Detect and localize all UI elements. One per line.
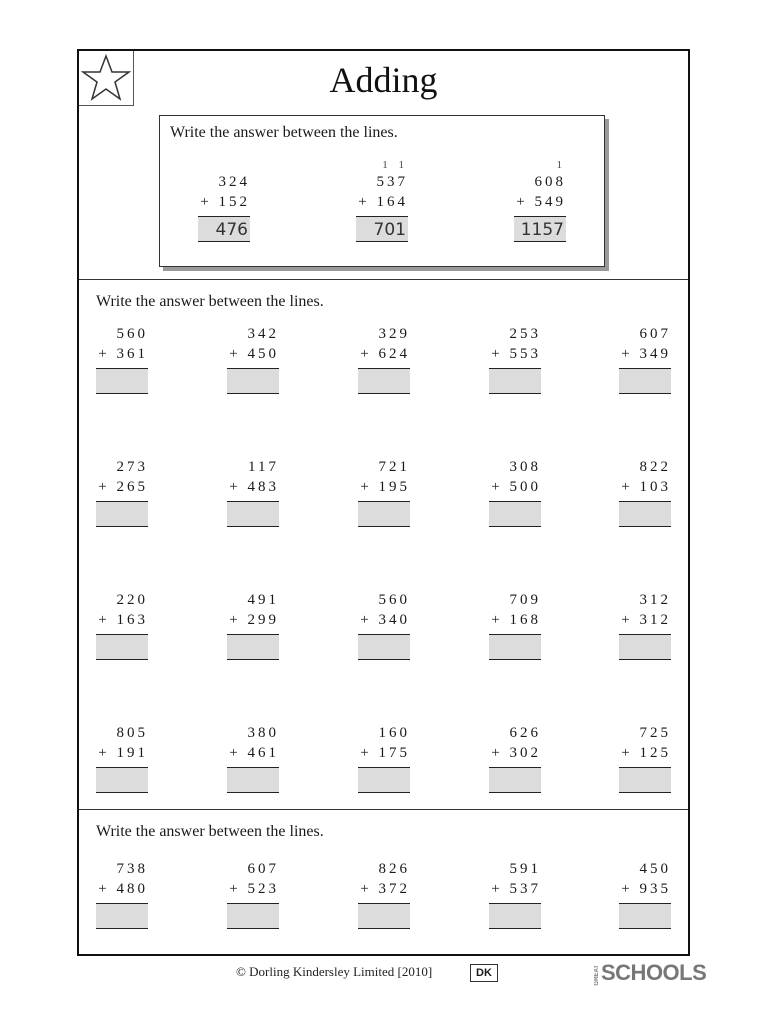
example-problem xyxy=(514,158,566,242)
addition-problem xyxy=(96,324,148,394)
answer-field[interactable] xyxy=(227,368,279,394)
addend-bottom: + 483 xyxy=(229,479,279,495)
addition-problem xyxy=(358,723,410,793)
worked-example-box xyxy=(159,115,605,267)
carry-digits: 1 xyxy=(556,159,566,171)
addition-problem xyxy=(489,859,541,929)
addition-problem xyxy=(96,457,148,527)
addend-bottom: + 450 xyxy=(229,346,279,362)
addend-top: 560 xyxy=(116,326,148,342)
addend-top: 805 xyxy=(116,725,148,741)
addition-problem xyxy=(358,457,410,527)
addend-top: 826 xyxy=(378,861,410,877)
greatschools-logo xyxy=(594,960,706,986)
answer-field[interactable] xyxy=(619,767,671,793)
answer-field[interactable] xyxy=(489,767,541,793)
addend-bottom: + 168 xyxy=(491,612,541,628)
addition-problem xyxy=(227,324,279,394)
addend-top: 450 xyxy=(639,861,671,877)
addend-bottom: + 265 xyxy=(98,479,148,495)
addend-top: 591 xyxy=(509,861,541,877)
addition-problem xyxy=(96,590,148,660)
addition-problem xyxy=(489,457,541,527)
addition-problem xyxy=(227,590,279,660)
addend-bottom: + 175 xyxy=(360,745,410,761)
addend-bottom: + 523 xyxy=(229,881,279,897)
addend-bottom: + 549 xyxy=(516,194,566,210)
answer-field[interactable]: 1157 xyxy=(514,216,566,242)
answer-field[interactable] xyxy=(96,368,148,394)
addend-top: 721 xyxy=(378,459,410,475)
answer-field[interactable]: 701 xyxy=(356,216,408,242)
addition-problem xyxy=(619,457,671,527)
section2-instruction: Write the answer between the lines. xyxy=(96,823,324,840)
dk-logo: DK xyxy=(470,964,498,982)
addend-bottom: + 164 xyxy=(358,194,408,210)
addend-top: 324 xyxy=(218,174,250,190)
addend-top: 709 xyxy=(509,592,541,608)
addend-bottom: + 461 xyxy=(229,745,279,761)
addend-top: 537 xyxy=(376,174,408,190)
addend-top: 380 xyxy=(247,725,279,741)
section-divider xyxy=(79,809,688,810)
addend-bottom: + 302 xyxy=(491,745,541,761)
section-divider xyxy=(79,279,688,280)
greatschools-schools-text: SCHOOLS xyxy=(601,960,707,985)
addend-top: 491 xyxy=(247,592,279,608)
answer-field[interactable] xyxy=(358,634,410,660)
addend-top: 626 xyxy=(509,725,541,741)
addend-bottom: + 195 xyxy=(360,479,410,495)
addend-bottom: + 361 xyxy=(98,346,148,362)
greatschools-great-text: GREAT xyxy=(594,965,600,986)
carry-digits: 1 1 xyxy=(382,159,408,171)
answer-field[interactable] xyxy=(96,634,148,660)
addition-problem xyxy=(96,723,148,793)
answer-field[interactable] xyxy=(619,501,671,527)
addend-top: 725 xyxy=(639,725,671,741)
addend-top: 608 xyxy=(534,174,566,190)
addend-bottom: + 191 xyxy=(98,745,148,761)
addend-top: 117 xyxy=(248,459,279,475)
addend-bottom: + 163 xyxy=(98,612,148,628)
answer-field[interactable] xyxy=(96,767,148,793)
addition-problem xyxy=(358,324,410,394)
addend-top: 329 xyxy=(378,326,410,342)
addend-top: 342 xyxy=(247,326,279,342)
addend-bottom: + 935 xyxy=(621,881,671,897)
addition-problem xyxy=(489,590,541,660)
addend-top: 822 xyxy=(639,459,671,475)
addend-top: 308 xyxy=(509,459,541,475)
addend-bottom: + 125 xyxy=(621,745,671,761)
addend-bottom: + 480 xyxy=(98,881,148,897)
example-instruction: Write the answer between the lines. xyxy=(170,124,398,141)
addend-bottom: + 340 xyxy=(360,612,410,628)
addend-bottom: + 500 xyxy=(491,479,541,495)
addition-problem xyxy=(96,859,148,929)
answer-field[interactable] xyxy=(227,501,279,527)
answer-field[interactable] xyxy=(227,903,279,929)
addend-bottom: + 372 xyxy=(360,881,410,897)
answer-field[interactable] xyxy=(489,634,541,660)
addition-problem xyxy=(489,723,541,793)
addend-top: 312 xyxy=(639,592,671,608)
addition-problem xyxy=(358,590,410,660)
carry-digits xyxy=(198,158,250,172)
addend-top: 220 xyxy=(116,592,148,608)
addend-top: 738 xyxy=(116,861,148,877)
addition-problem xyxy=(619,324,671,394)
answer-field[interactable]: 476 xyxy=(198,216,250,242)
answer-field[interactable] xyxy=(358,767,410,793)
addend-bottom: + 553 xyxy=(491,346,541,362)
answer-field[interactable] xyxy=(619,903,671,929)
answer-field[interactable] xyxy=(227,767,279,793)
page-title: Adding xyxy=(329,60,438,100)
addition-problem xyxy=(227,457,279,527)
answer-field[interactable] xyxy=(619,634,671,660)
answer-field[interactable] xyxy=(489,903,541,929)
answer-field[interactable] xyxy=(619,368,671,394)
answer-field[interactable] xyxy=(358,368,410,394)
section1-instruction: Write the answer between the lines. xyxy=(96,293,324,310)
answer-field[interactable] xyxy=(227,634,279,660)
answer-field[interactable] xyxy=(489,501,541,527)
addend-top: 560 xyxy=(378,592,410,608)
addend-bottom: + 103 xyxy=(621,479,671,495)
worksheet-frame xyxy=(77,49,690,956)
example-problem xyxy=(356,158,408,242)
addend-top: 273 xyxy=(116,459,148,475)
addend-top: 607 xyxy=(639,326,671,342)
answer-field[interactable] xyxy=(96,903,148,929)
answer-field[interactable] xyxy=(358,903,410,929)
addend-bottom: + 349 xyxy=(621,346,671,362)
answer-field[interactable] xyxy=(96,501,148,527)
addend-top: 253 xyxy=(509,326,541,342)
answer-field[interactable] xyxy=(358,501,410,527)
addition-problem xyxy=(619,723,671,793)
answer-field[interactable] xyxy=(489,368,541,394)
copyright-notice: © Dorling Kindersley Limited [2010] xyxy=(236,964,433,979)
addend-bottom: + 152 xyxy=(200,194,250,210)
addition-problem xyxy=(358,859,410,929)
addend-bottom: + 537 xyxy=(491,881,541,897)
addition-problem xyxy=(489,324,541,394)
addition-problem xyxy=(227,859,279,929)
addend-bottom: + 312 xyxy=(621,612,671,628)
addition-problem xyxy=(619,859,671,929)
example-problem xyxy=(198,158,250,242)
addend-top: 160 xyxy=(378,725,410,741)
addend-top: 607 xyxy=(247,861,279,877)
addend-bottom: + 299 xyxy=(229,612,279,628)
addition-problem xyxy=(619,590,671,660)
addition-problem xyxy=(227,723,279,793)
addend-bottom: + 624 xyxy=(360,346,410,362)
